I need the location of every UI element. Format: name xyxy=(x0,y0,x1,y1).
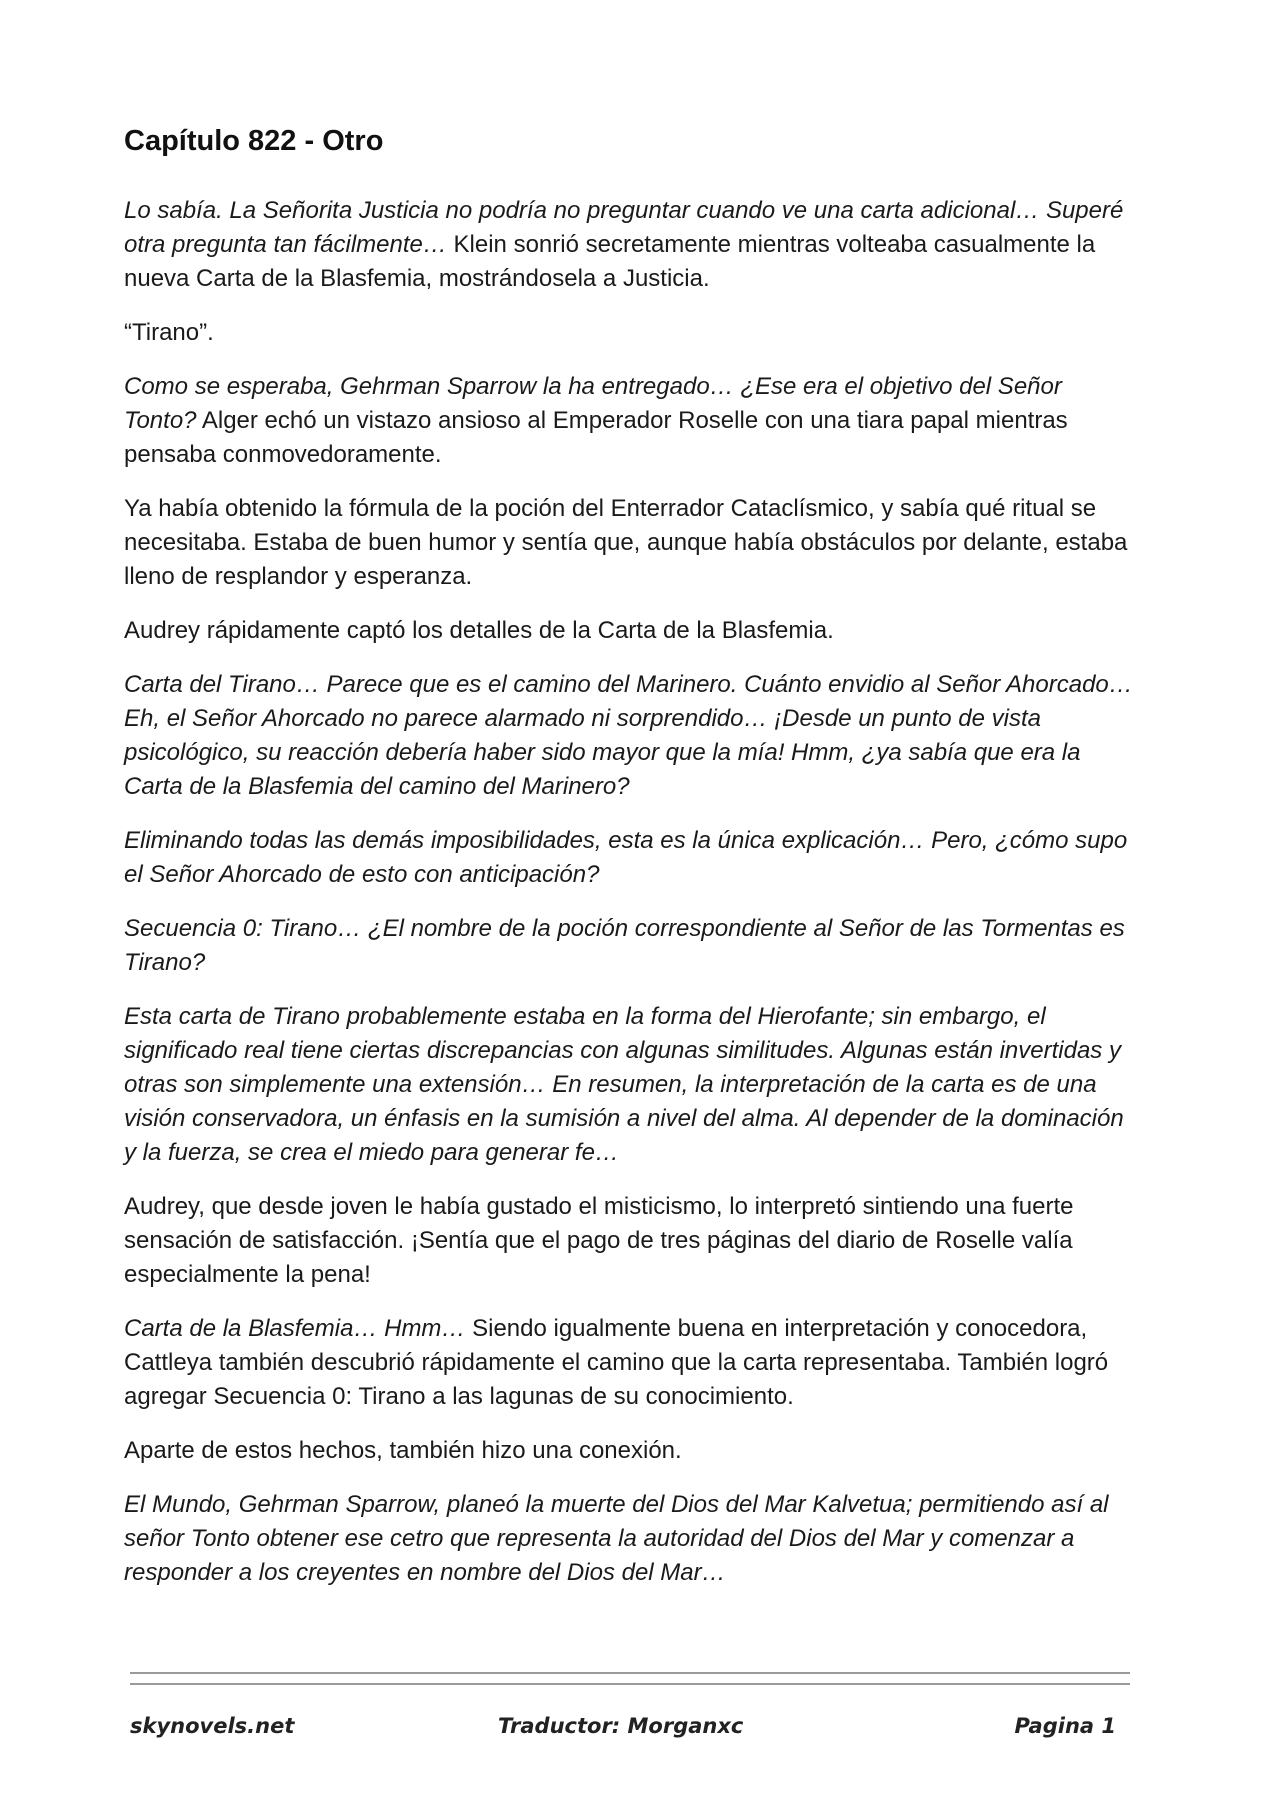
paragraph xyxy=(124,824,1134,892)
text-run: Alger echó un vistazo ansioso al Emperador Roselle con una tiara papal mientras pensaba conmovedoramente. xyxy=(124,407,1068,468)
text-run: “Tirano”. xyxy=(124,319,214,346)
italic-text-run: Carta del Tirano… Parece que es el camino del Marinero. Cuánto envidio al Señor Ahorcado… Eh, el Señor Ahorcado no parece alarmado ni sorprendido… ¡Desde un punto de vista psicológico, su reacción debería haber sido mayor que la mía! Hmm, ¿ya sabía que era la Carta de la Blasfemia del camino del Marinero? xyxy=(124,671,1133,800)
text-run: Audrey rápidamente captó los detalles de la Carta de la Blasfemia. xyxy=(124,617,834,644)
text-run: Ya había obtenido la fórmula de la poción del Enterrador Cataclísmico, y sabía qué ritual se necesitaba. Estaba de buen humor y sentía que, aunque había obstáculos por delante, estaba lleno de resplandor y esperanza. xyxy=(124,495,1128,590)
paragraph xyxy=(124,316,1134,350)
paragraph xyxy=(124,370,1134,472)
text-run: Audrey, que desde joven le había gustado el misticismo, lo interpretó sintiendo una fuerte sensación de satisfacción. ¡Sentía que el pago de tres páginas del diario de Roselle valía especialmente la pena! xyxy=(124,1193,1074,1288)
paragraph xyxy=(124,1488,1134,1590)
italic-text-run: Carta de la Blasfemia… Hmm… xyxy=(124,1315,466,1342)
page-footer xyxy=(130,1714,1130,1748)
document-page xyxy=(124,118,1134,1610)
italic-text-run: Esta carta de Tirano probablemente estaba en la forma del Hierofante; sin embargo, el significado real tiene ciertas discrepancias con algunas similitudes. Algunas están invertidas y otras son simplemente una extensión… En resumen, la interpretación de la carta es de una visión conservadora, un énfasis en la sumisión a nivel del alma. Al depender de la dominación y la fuerza, se crea el miedo para generar fe… xyxy=(124,1003,1124,1166)
paragraph xyxy=(124,194,1134,296)
chapter-body xyxy=(124,194,1134,1590)
paragraph xyxy=(124,1434,1134,1468)
paragraph xyxy=(124,1000,1134,1170)
footer-page-number: Pagina 1 xyxy=(1014,1714,1116,1738)
chapter-title: Capítulo 822 - Otro xyxy=(124,125,384,157)
paragraph xyxy=(124,1312,1134,1414)
italic-text-run: Eliminando todas las demás imposibilidades, esta es la única explicación… Pero, ¿cómo supo el Señor Ahorcado de esto con anticipación? xyxy=(124,827,1128,888)
paragraph xyxy=(124,492,1134,594)
text-run: Klein sonrió secretamente mientras volteaba casualmente la nueva Carta de la Blasfemia, mostrándosela a Justicia. xyxy=(124,231,1096,292)
text-run: Aparte de estos hechos, también hizo una conexión. xyxy=(124,1437,682,1464)
footer-divider-bottom xyxy=(130,1683,1130,1685)
paragraph xyxy=(124,668,1134,804)
italic-text-run: Lo sabía. La Señorita Justicia no podría no preguntar cuando ve una carta adicional… Superé otra pregunta tan fácilmente… xyxy=(124,197,1124,258)
footer-divider-top xyxy=(130,1672,1130,1674)
italic-text-run: Como se esperaba, Gehrman Sparrow la ha entregado… ¿Ese era el objetivo del Señor Tonto? xyxy=(124,373,1062,434)
footer-site: skynovels.net xyxy=(130,1714,295,1738)
paragraph xyxy=(124,912,1134,980)
text-run: Siendo igualmente buena en interpretación y conocedora, Cattleya también descubrió rápidamente el camino que la carta representaba. También logró agregar Secuencia 0: Tirano a las lagunas de su conocimiento. xyxy=(124,1315,1109,1410)
italic-text-run: El Mundo, Gehrman Sparrow, planeó la muerte del Dios del Mar Kalvetua; permitiendo así al señor Tonto obtener ese cetro que representa la autoridad del Dios del Mar y comenzar a responder a los creyentes en nombre del Dios del Mar… xyxy=(124,1491,1109,1586)
footer-translator: Traductor: Morganxc xyxy=(498,1714,744,1738)
paragraph xyxy=(124,614,1134,648)
italic-text-run: Secuencia 0: Tirano… ¿El nombre de la poción correspondiente al Señor de las Tormentas es Tirano? xyxy=(124,915,1125,976)
paragraph xyxy=(124,1190,1134,1292)
